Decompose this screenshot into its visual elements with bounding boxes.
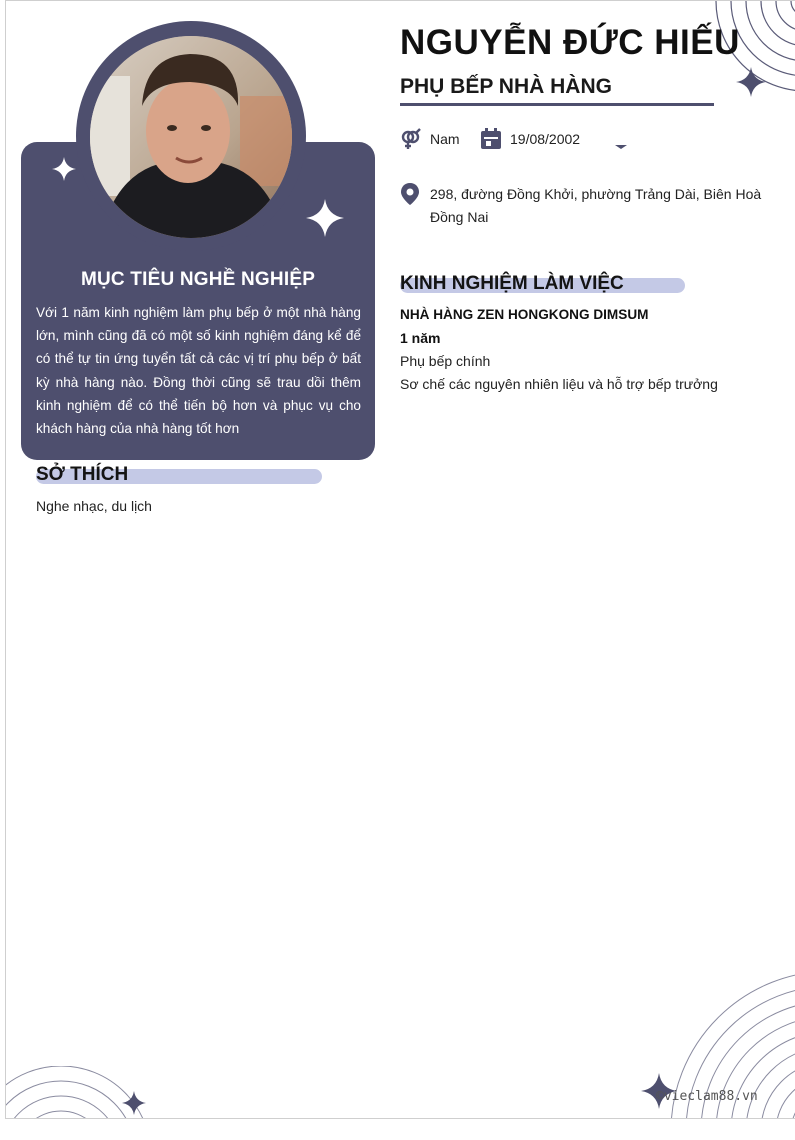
gender-value: Nam	[430, 131, 460, 147]
job-position: Phụ bếp chính	[400, 353, 491, 369]
experience-heading	[400, 273, 685, 295]
sparkle-icon	[122, 1091, 146, 1119]
experience-title: KINH NGHIỆM LÀM VIỆC	[400, 273, 624, 294]
calendar-icon	[480, 128, 502, 155]
birthdate-value: 19/08/2002	[510, 131, 581, 147]
hobbies-title: SỞ THÍCH	[36, 464, 129, 485]
sparkle-icon	[306, 199, 344, 242]
hobbies-text: Nghe nhạc, du lịch	[36, 498, 152, 514]
collapse-mark	[615, 145, 627, 149]
candidate-name: NGUYỄN ĐỨC HIẾU	[400, 23, 740, 62]
objective-text: Với 1 năm kinh nghiệm làm phụ bếp ở một nhà hàng lớn, mình cũng đã có một số kinh nghiệm đáng kể để có thể tự tin ứng tuyển tất cả các vị trí phụ bếp ở bất kỳ nhà hàng nào. Đồng thời cũng sẽ trau dồi thêm kinh nghiệm để có thể tiến bộ hơn và phục vụ cho khách hàng của nhà hàng tốt hơn	[36, 305, 361, 437]
location-icon	[400, 182, 420, 211]
candidate-role: PHỤ BẾP NHÀ HÀNG	[400, 75, 612, 98]
job-description: Sơ chế các nguyên nhiên liệu và hỗ trợ bếp trưởng	[400, 376, 718, 392]
role-underline	[400, 103, 714, 106]
job-company: NHÀ HÀNG ZEN HONGKONG DIMSUM	[400, 307, 649, 322]
address-value: 298, đường Đồng Khởi, phường Trảng Dài, Biên Hoà Đồng Nai	[430, 186, 762, 225]
gender-icon	[400, 128, 422, 155]
watermark: ©vieclam88.vn	[656, 1089, 758, 1104]
sparkle-icon	[736, 67, 766, 102]
objective-title: MỤC TIÊU NGHỀ NGHIỆP	[80, 269, 316, 290]
job-duration: 1 năm	[400, 330, 441, 346]
sparkle-icon	[52, 157, 76, 186]
avatar	[90, 36, 292, 238]
hobbies-heading	[36, 464, 322, 486]
cv-page	[5, 0, 795, 1119]
